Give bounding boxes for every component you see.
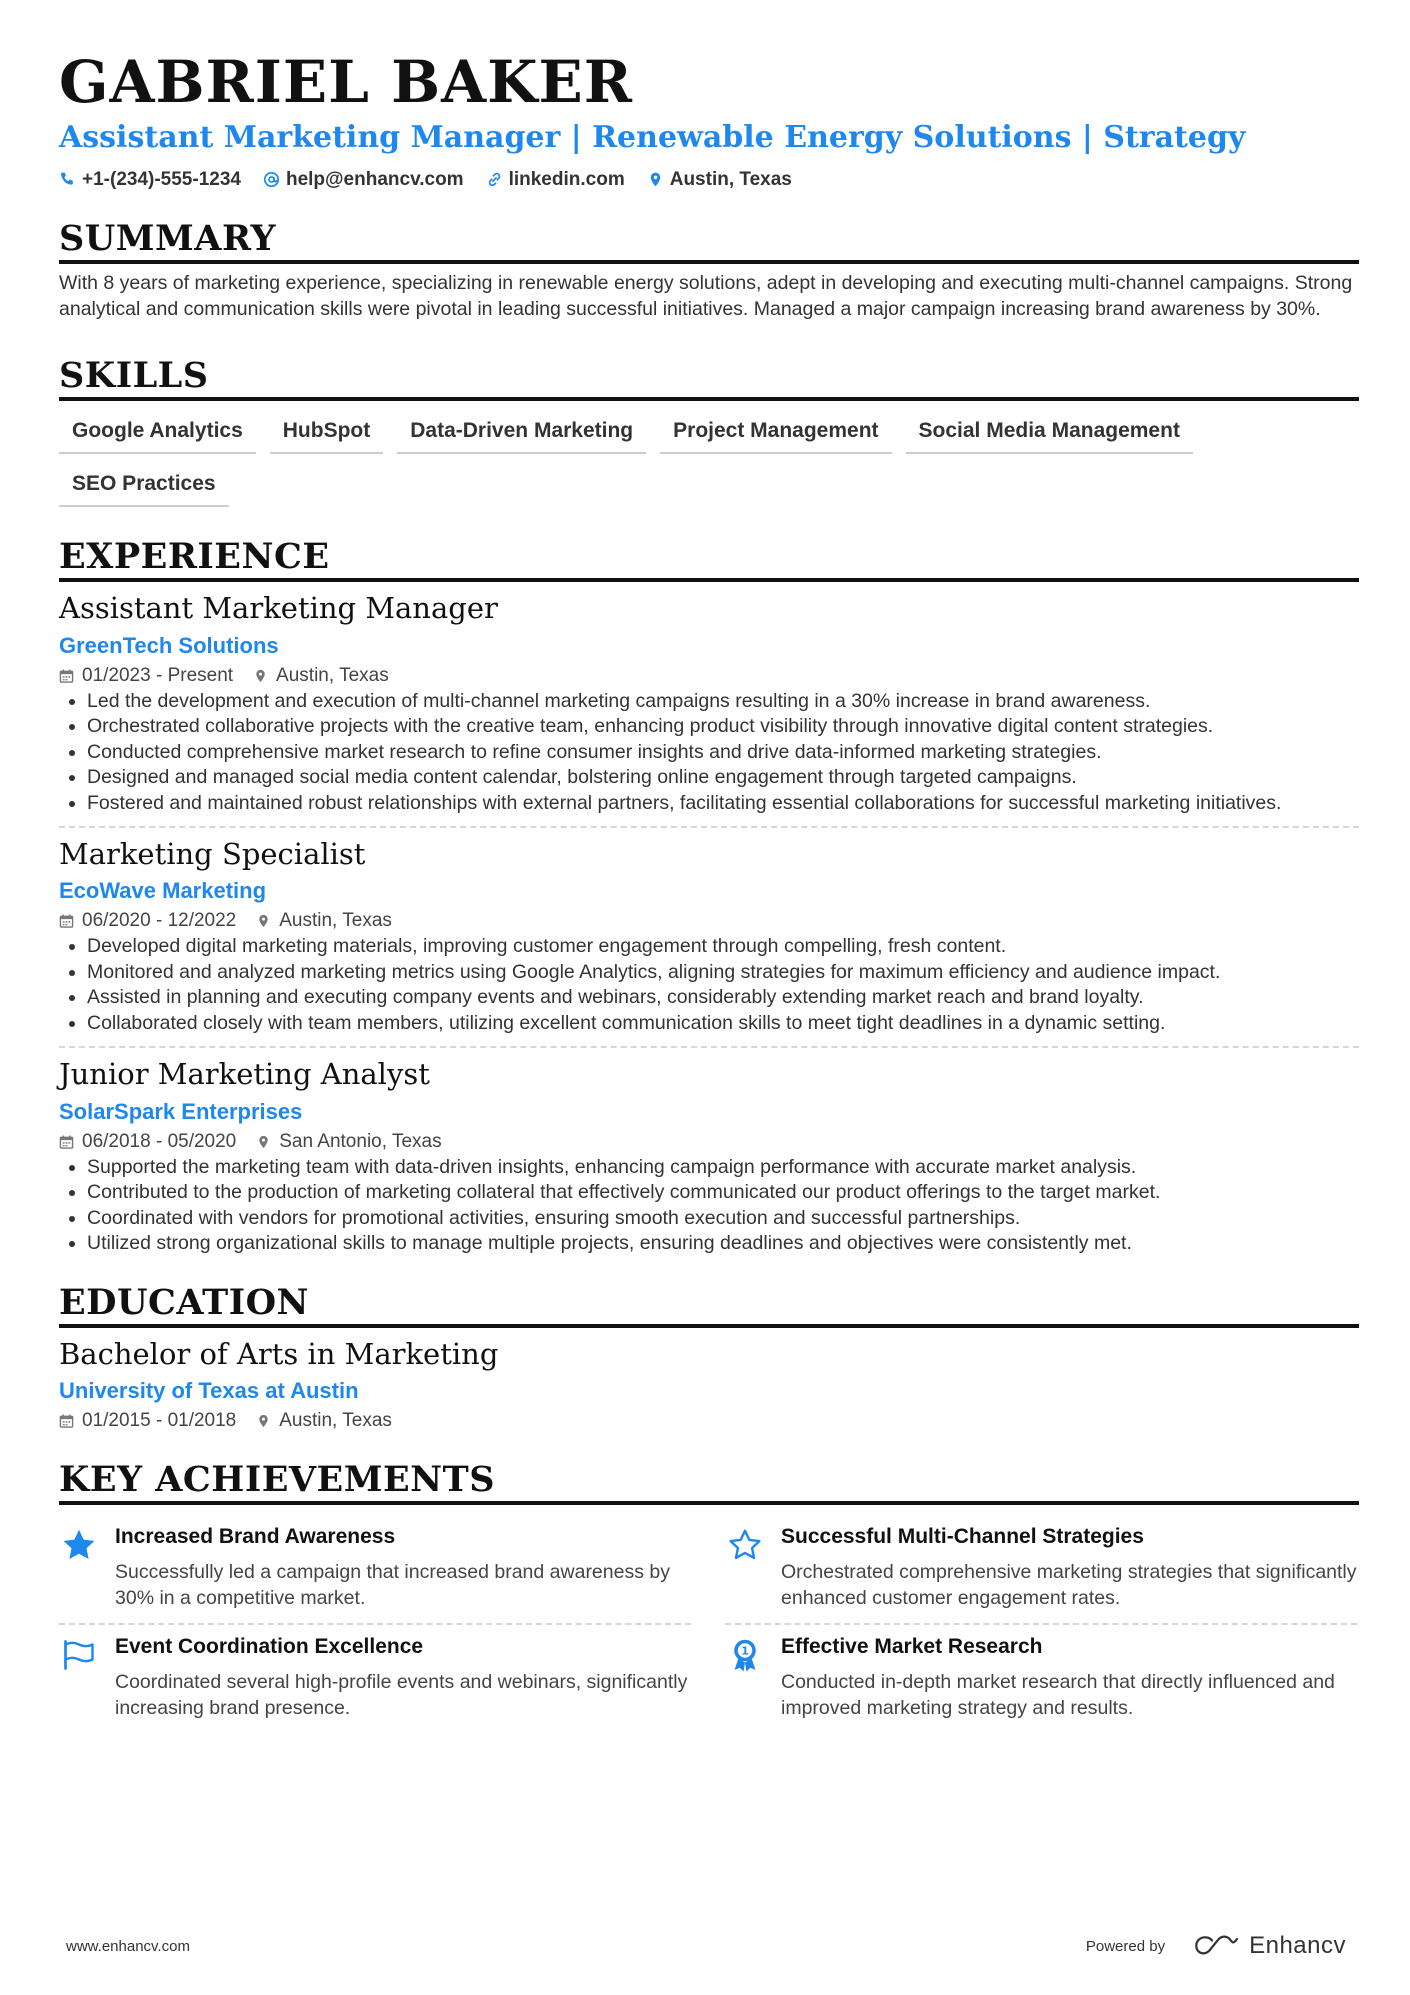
skills-list — [59, 415, 1359, 507]
location-icon — [256, 1413, 271, 1429]
job-location: Austin, Texas — [279, 910, 392, 932]
school-name: University of Texas at Austin — [59, 1378, 359, 1404]
achievement-item — [59, 1625, 691, 1733]
job-dates: 06/2020 - 12/2022 — [82, 910, 237, 932]
bullet-item: • Collaborated closely with team members, utilizing excellent communication skills to meet tight deadlines in a dynamic setting. — [87, 1011, 1359, 1037]
contact-email[interactable] — [263, 169, 464, 191]
job-title: Marketing Specialist — [59, 837, 366, 872]
calendar-icon — [59, 913, 74, 929]
skill-tag: SEO Practices — [59, 468, 229, 507]
page-footer — [66, 1932, 1346, 1960]
contact-bar — [59, 169, 1359, 191]
bullet-item: • Developed digital marketing materials, improving customer engagement through compelling, fresh content. — [87, 934, 1359, 960]
summary-text: With 8 years of marketing experience, specializing in renewable energy solutions, adept in developing and executing multi-channel campaigns. Strong analytical and communication skills were pivotal in leading successful initiatives. Managed a major campaign increasing brand awareness by 30%. — [59, 271, 1353, 320]
candidate-headline: Assistant Marketing Manager | Renewable Energy Solutions | Strategy — [59, 119, 1246, 155]
job-entry — [59, 590, 1359, 828]
calendar-icon — [59, 668, 74, 684]
achievement-desc: Coordinated several high-profile events and webinars, significantly increasing brand presence. — [115, 1671, 688, 1720]
contact-linkedin[interactable] — [486, 169, 625, 191]
education-location: Austin, Texas — [279, 1410, 392, 1432]
education-heading: EDUCATION — [59, 1283, 1359, 1328]
job-bullets — [59, 689, 1359, 817]
skill-tag: Project Management — [660, 415, 891, 454]
summary-heading: SUMMARY — [59, 219, 1359, 264]
bullet-item: • Assisted in planning and executing company events and webinars, considerably extending market reach and brand loyalty. — [87, 985, 1359, 1011]
resume-page — [59, 40, 1359, 1733]
bullet-item: • Orchestrated collaborative projects with the creative team, enhancing product visibility through innovative digital content strategies. — [87, 714, 1359, 740]
achievement-title: Successful Multi-Channel Strategies — [781, 1525, 1144, 1549]
flag-icon — [61, 1637, 97, 1673]
location-icon — [256, 913, 271, 929]
phone-icon — [59, 171, 76, 188]
contact-phone-text: +1-(234)-555-1234 — [82, 168, 241, 190]
achievement-item — [725, 1625, 1357, 1733]
contact-location-text: Austin, Texas — [669, 168, 792, 190]
job-meta — [59, 910, 1359, 932]
bullet-item: • Contributed to the production of marketing collateral that effectively communicated our product offerings to the target market. — [87, 1180, 1359, 1206]
job-dates: 01/2023 - Present — [82, 664, 234, 686]
bullet-item: • Supported the marketing team with data-driven insights, enhancing campaign performance with accurate market analysis. — [87, 1155, 1359, 1181]
bullet-item: • Designed and managed social media content calendar, bolstering online engagement through targeted campaigns. — [87, 765, 1359, 791]
job-title: Junior Marketing Analyst — [59, 1057, 430, 1092]
skill-tag: Google Analytics — [59, 415, 256, 454]
job-meta — [59, 665, 1359, 687]
bullet-item: • Monitored and analyzed marketing metrics using Google Analytics, aligning strategies for maximum efficiency and audience impact. — [87, 960, 1359, 986]
company-name: SolarSpark Enterprises — [59, 1098, 303, 1124]
powered-by-label: Powered by — [1085, 1937, 1166, 1955]
at-icon — [263, 171, 280, 188]
job-location: San Antonio, Texas — [279, 1130, 442, 1152]
entry-divider — [59, 826, 1359, 828]
job-entry — [59, 1056, 1359, 1256]
skill-tag: HubSpot — [270, 415, 383, 454]
contact-phone[interactable] — [59, 169, 241, 191]
contact-email-text: help@enhancv.com — [285, 168, 464, 190]
job-dates: 06/2018 - 05/2020 — [82, 1130, 237, 1152]
location-icon — [647, 171, 664, 188]
star-outline-icon — [727, 1527, 763, 1563]
experience-heading: EXPERIENCE — [59, 537, 1359, 582]
enhancv-logo-icon — [1193, 1934, 1239, 1958]
company-name: GreenTech Solutions — [59, 632, 279, 658]
achievement-desc: Orchestrated comprehensive marketing strategies that significantly enhanced customer engagement rates. — [781, 1561, 1357, 1610]
star-filled-icon — [61, 1527, 97, 1563]
skill-tag: Social Media Management — [906, 415, 1193, 454]
job-entry — [59, 836, 1359, 1048]
job-meta — [59, 1131, 1359, 1153]
link-icon — [486, 171, 503, 188]
bullet-item: • Conducted comprehensive market research to refine consumer insights and drive data-informed marketing strategies. — [87, 740, 1359, 766]
achievement-desc: Successfully led a campaign that increased brand awareness by 30% in a competitive market. — [115, 1561, 670, 1610]
location-icon — [253, 668, 268, 684]
svg-text:1: 1 — [741, 1646, 749, 1659]
bullet-item: • Coordinated with vendors for promotional activities, ensuring smooth execution and successful partnerships. — [87, 1206, 1359, 1232]
achievement-item — [725, 1515, 1357, 1625]
job-title: Assistant Marketing Manager — [59, 591, 498, 626]
achievement-desc: Conducted in-depth market research that directly influenced and improved marketing strategy and results. — [781, 1671, 1335, 1720]
achievements-grid — [59, 1515, 1359, 1733]
contact-location — [647, 169, 792, 191]
calendar-icon — [59, 1413, 74, 1429]
achievement-title: Increased Brand Awareness — [115, 1525, 396, 1549]
job-bullets — [59, 934, 1359, 1036]
achievements-heading: KEY ACHIEVEMENTS — [59, 1460, 1359, 1505]
bullet-item: • Utilized strong organizational skills to manage multiple projects, ensuring deadlines and objectives were consistently met. — [87, 1231, 1359, 1257]
bullet-item: • Fostered and maintained robust relationships with external partners, facilitating essential collaborations for successful marketing initiatives. — [87, 791, 1359, 817]
job-location: Austin, Texas — [276, 664, 389, 686]
degree-title: Bachelor of Arts in Marketing — [59, 1336, 499, 1371]
job-bullets — [59, 1155, 1359, 1257]
company-name: EcoWave Marketing — [59, 878, 267, 904]
footer-website[interactable]: www.enhancv.com — [66, 1937, 190, 1955]
achievement-item — [59, 1515, 691, 1625]
brand-name: Enhancv — [1249, 1932, 1346, 1959]
calendar-icon — [59, 1134, 74, 1150]
education-dates: 01/2015 - 01/2018 — [82, 1410, 237, 1432]
achievement-title: Effective Market Research — [781, 1635, 1043, 1659]
contact-linkedin-text: linkedin.com — [508, 168, 625, 190]
location-icon — [256, 1134, 271, 1150]
medal-icon — [727, 1637, 763, 1673]
achievement-title: Event Coordination Excellence — [115, 1635, 424, 1659]
education-meta — [59, 1410, 1359, 1432]
candidate-name: GABRIEL BAKER — [59, 48, 633, 116]
education-entry — [59, 1336, 1359, 1432]
skill-tag: Data-Driven Marketing — [397, 415, 646, 454]
entry-divider — [59, 1046, 1359, 1048]
bullet-item: • Led the development and execution of multi-channel marketing campaigns resulting in a 30% increase in brand awareness. — [87, 689, 1359, 715]
skills-heading: SKILLS — [59, 356, 1359, 401]
footer-brand — [1086, 1932, 1346, 1960]
